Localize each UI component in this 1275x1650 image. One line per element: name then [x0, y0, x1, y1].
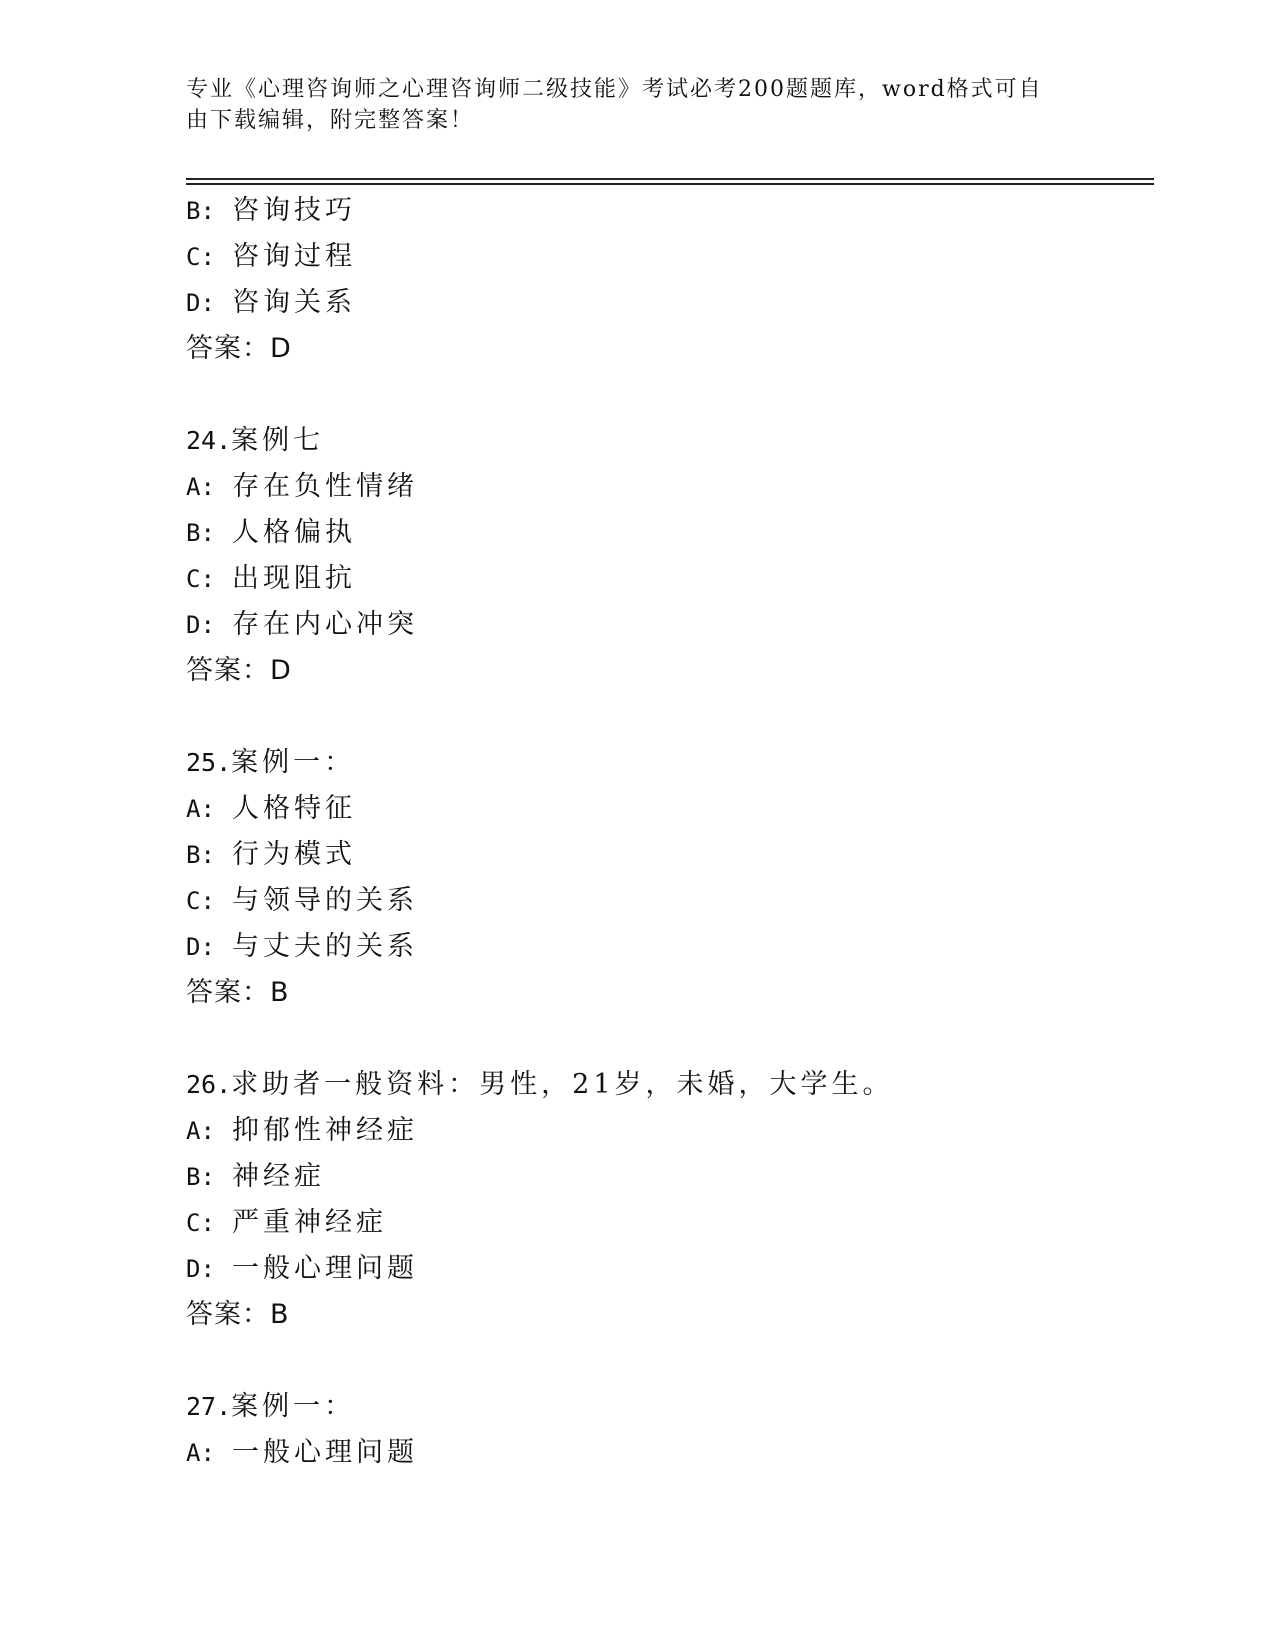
option-letter: A: — [186, 1439, 215, 1467]
option-text: 存在负性情绪 — [232, 471, 418, 502]
question-block-25 — [186, 740, 1146, 1016]
option-text: 一般心理问题 — [232, 1437, 418, 1468]
question-text: 案例七 — [231, 425, 325, 456]
option-d — [186, 924, 1146, 970]
question-stem — [186, 418, 1146, 464]
option-letter: B: — [186, 197, 215, 225]
option-text: 人格特征 — [232, 793, 356, 824]
option-a — [186, 1430, 1146, 1476]
option-b — [186, 510, 1146, 556]
question-text: 求助者一般资料：男性，21岁，未婚，大学生。 — [231, 1069, 894, 1100]
option-letter: C: — [186, 243, 215, 271]
option-b — [186, 1154, 1146, 1200]
answer-line: 答案：B — [186, 977, 290, 1008]
option-letter: B: — [186, 1163, 215, 1191]
option-letter: B: — [186, 519, 215, 547]
answer-line: 答案：B — [186, 1299, 290, 1330]
option-a — [186, 464, 1146, 510]
option-letter: D: — [186, 933, 215, 961]
option-text: 抑郁性神经症 — [232, 1115, 418, 1146]
option-letter: A: — [186, 473, 215, 501]
question-text: 案例一： — [231, 747, 356, 778]
option-letter: B: — [186, 841, 215, 869]
option-text: 人格偏执 — [232, 517, 356, 548]
question-stem — [186, 1062, 1146, 1108]
question-block-27 — [186, 1384, 1146, 1476]
option-text: 行为模式 — [232, 839, 356, 870]
question-list — [186, 188, 1146, 1476]
question-block-26 — [186, 1062, 1146, 1338]
question-stem — [186, 740, 1146, 786]
option-text: 出现阻抗 — [232, 563, 356, 594]
option-a — [186, 786, 1146, 832]
option-text: 严重神经症 — [232, 1207, 387, 1238]
option-d — [186, 602, 1146, 648]
option-c — [186, 878, 1146, 924]
answer-line: 答案：D — [186, 655, 292, 686]
question-number: 27. — [186, 1392, 232, 1421]
option-text: 咨询关系 — [232, 287, 356, 318]
option-text: 存在内心冲突 — [232, 609, 418, 640]
option-a — [186, 1108, 1146, 1154]
answer-line: 答案：D — [186, 333, 292, 364]
option-text: 咨询过程 — [232, 241, 356, 272]
option-d — [186, 1246, 1146, 1292]
document-header — [186, 74, 1066, 136]
option-b — [186, 832, 1146, 878]
question-stem — [186, 1384, 1146, 1430]
option-c — [186, 556, 1146, 602]
option-text: 咨询技巧 — [232, 195, 356, 226]
option-c — [186, 234, 1146, 280]
header-line-1: 专业《心理咨询师之心理咨询师二级技能》考试必考200题题库，word格式可自 — [186, 77, 1043, 102]
question-number: 25. — [186, 748, 232, 777]
question-number: 24. — [186, 426, 232, 455]
option-letter: A: — [186, 1117, 215, 1145]
option-letter: C: — [186, 565, 215, 593]
option-b — [186, 188, 1146, 234]
option-text: 一般心理问题 — [232, 1253, 418, 1284]
option-d — [186, 280, 1146, 326]
option-c — [186, 1200, 1146, 1246]
question-number: 26. — [186, 1070, 232, 1099]
header-line-2: 由下载编辑，附完整答案！ — [186, 108, 475, 133]
option-letter: D: — [186, 611, 215, 639]
option-letter: C: — [186, 887, 215, 915]
question-text: 案例一： — [231, 1391, 356, 1422]
question-block-prev — [186, 188, 1146, 372]
option-letter: A: — [186, 795, 215, 823]
header-rule-top — [186, 178, 1154, 180]
option-letter: C: — [186, 1209, 215, 1237]
option-letter: D: — [186, 1255, 215, 1283]
header-rule-bottom — [186, 183, 1154, 185]
option-text: 与丈夫的关系 — [232, 931, 418, 962]
option-letter: D: — [186, 289, 215, 317]
option-text: 与领导的关系 — [232, 885, 418, 916]
question-block-24 — [186, 418, 1146, 694]
option-text: 神经症 — [232, 1161, 325, 1192]
